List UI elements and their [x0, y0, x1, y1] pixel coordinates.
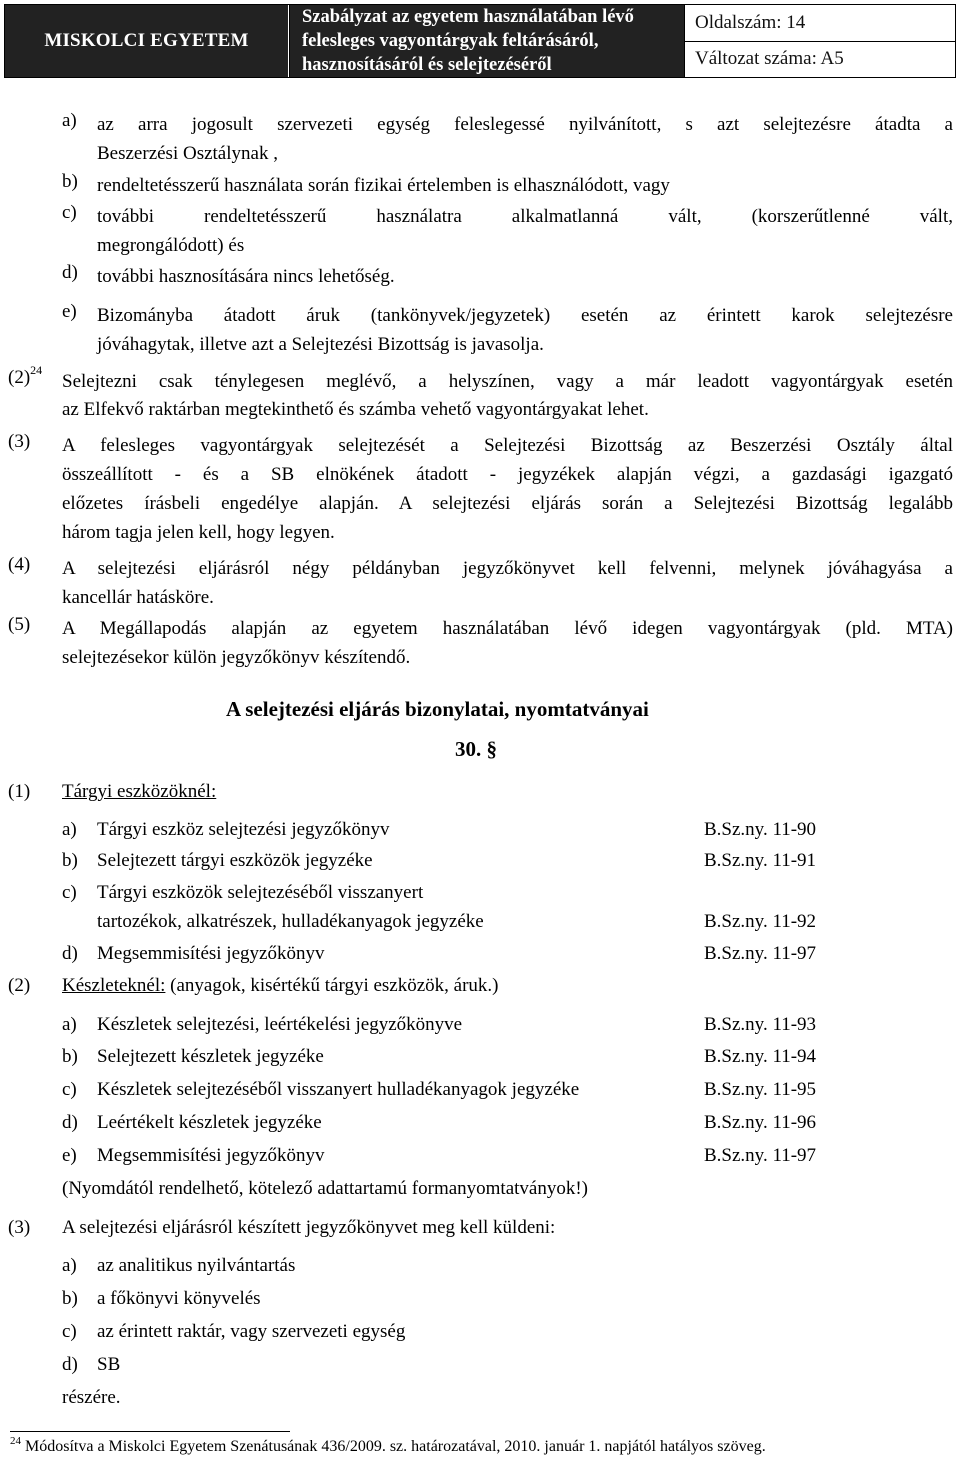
- title-line-1: Szabályzat az egyetem használatában lévő: [302, 7, 634, 27]
- form-code: B.Sz.ny. 11-95: [704, 1079, 817, 1100]
- paragraph-label: (4): [8, 554, 31, 575]
- list-label: c): [62, 202, 77, 223]
- footnote-text: Módosítva a Miskolci Egyetem Szenátusának 436/2009. sz. határozatával, 2010. január 1. napjától hatályos szöveg.: [21, 1438, 766, 1455]
- regulation-title: [290, 5, 685, 78]
- paragraph-text: A felesleges vagyontárgyak selejtezését a Selejtezési Bizottság az Beszerzési Osztály által: [62, 435, 953, 456]
- paragraph-text: kancellár hatásköre.: [62, 587, 214, 608]
- form-code: B.Sz.ny. 11-97: [704, 943, 817, 964]
- paragraph-text: A Megállapodás alapján az egyetem használatában lévő idegen vagyontárgyak (pld. MTA): [62, 618, 953, 639]
- form-title: Megsemmisítési jegyzőkönyv: [97, 943, 325, 964]
- form-code: B.Sz.ny. 11-97: [704, 1145, 817, 1166]
- group-label: (1): [8, 781, 31, 802]
- form-code: B.Sz.ny. 11-92: [704, 911, 817, 932]
- section-heading: A selejtezési eljárás bizonylatai, nyomtatványai: [226, 697, 649, 721]
- paragraph-text: az Elfekvő raktárban megtekinthető és számba vehető vagyontárgyakat lehet.: [62, 399, 649, 420]
- form-label: d): [62, 943, 78, 964]
- form-label: b): [62, 850, 78, 871]
- org-cell: [5, 5, 290, 78]
- document-header: [4, 4, 956, 78]
- list-item-text: további rendeltetésszerű használatra alkalmatlanná vált, (korszerűtlenné vált,: [97, 206, 953, 227]
- list-label: a): [62, 110, 77, 131]
- form-code: B.Sz.ny. 11-91: [704, 850, 817, 871]
- form-title: Tárgyi eszközök selejtezéséből visszanyert: [97, 882, 424, 903]
- list-item-text: Beszerzési Osztálynak ,: [97, 143, 278, 164]
- paragraph-text: A selejtezési eljárásról négy példányban jegyzőkönyvet kell felvenni, melynek jóváhagyása a: [62, 558, 953, 579]
- footnote-number: 24: [10, 1435, 21, 1447]
- list-label: b): [62, 171, 78, 192]
- group-title: Készleteknél:: [62, 975, 166, 996]
- footnote-divider: [10, 1431, 290, 1432]
- form-code: B.Sz.ny. 11-96: [704, 1112, 817, 1133]
- form-label: c): [62, 1079, 77, 1100]
- list-item-text: az arra jogosult szervezeti egység feleslegessé nyilvánított, s azt selejtezésre átadta a: [97, 114, 953, 135]
- form-code: B.Sz.ny. 11-94: [704, 1046, 817, 1067]
- list-item-text: jóváhagytak, illetve azt a Selejtezési Bizottság is javasolja.: [97, 334, 544, 355]
- list-label: c): [62, 1321, 77, 1342]
- section-number: 30. §: [455, 737, 497, 761]
- paragraph-text: előzetes írásbeli engedélye alapján. A selejtezési eljárás során a Selejtezési Bizottság legalább: [62, 493, 953, 514]
- group-label: (2): [8, 975, 31, 996]
- form-title: Készletek selejtezési, leértékelési jegyzőkönyve: [97, 1014, 463, 1035]
- list-item-text: Bizományba átadott áruk (tankönyvek/jegyzetek) esetén az érintett karok selejtezésre: [97, 305, 953, 326]
- title-line-2: felesleges vagyontárgyak feltárásáról,: [302, 31, 599, 51]
- list-label: e): [62, 301, 77, 322]
- form-label: b): [62, 1046, 78, 1067]
- paragraph-text: összeállított - és a SB elnökének átadott - jegyzékek alapján végzi, a gazdasági igazgató: [62, 464, 953, 485]
- form-title: Megsemmisítési jegyzőkönyv: [97, 1145, 325, 1166]
- form-title: Selejtezett tárgyi eszközök jegyzéke: [97, 850, 373, 871]
- footnote: [10, 1435, 766, 1456]
- form-label: a): [62, 819, 77, 840]
- forms-note: (Nyomdától rendelhető, kötelező adattartamú formanyomtatványok!): [62, 1178, 589, 1199]
- form-label: c): [62, 882, 77, 903]
- recipient: az érintett raktár, vagy szervezeti egység: [97, 1321, 406, 1342]
- group-title-line: [62, 971, 499, 1000]
- version-number: Változat száma: A5: [685, 41, 956, 78]
- group-title: Tárgyi eszközöknél:: [62, 781, 217, 802]
- list-label: a): [62, 1255, 77, 1276]
- recipient: SB: [97, 1354, 121, 1375]
- group-title: A selejtezési eljárásról készített jegyzőkönyvet meg kell küldeni:: [62, 1217, 556, 1238]
- form-title: Leértékelt készletek jegyzéke: [97, 1112, 322, 1133]
- paragraph-label: (5): [8, 614, 31, 635]
- list-label: d): [62, 262, 78, 283]
- paragraph-text: három tagja jelen kell, hogy legyen.: [62, 522, 335, 543]
- list-label: d): [62, 1354, 78, 1375]
- footnote-ref: 24: [30, 363, 43, 377]
- paragraph-text: selejtezésekor külön jegyzőkönyv készítendő.: [62, 647, 411, 668]
- title-line-3: hasznosításáról és selejtezéséről: [302, 55, 552, 75]
- form-title: Tárgyi eszköz selejtezési jegyzőkönyv: [97, 819, 390, 840]
- recipient: a főkönyvi könyvelés: [97, 1288, 261, 1309]
- list-item-text: megrongálódott) és: [97, 235, 245, 256]
- form-code: B.Sz.ny. 11-93: [704, 1014, 817, 1035]
- paragraph-label: $(2)^{24}$: [8, 363, 43, 388]
- page-number: Oldalszám: 14: [685, 5, 956, 42]
- group-label: (3): [8, 1217, 31, 1238]
- list-label: b): [62, 1288, 78, 1309]
- recipient: az analitikus nyilvántartás: [97, 1255, 296, 1276]
- list-item-text: rendeltetésszerű használata során fizikai értelemben is elhasználódott, vagy: [97, 175, 670, 196]
- form-label: e): [62, 1145, 77, 1166]
- closing-text: részére.: [62, 1387, 121, 1408]
- paragraph-text: Selejtezni csak ténylegesen meglévő, a helyszínen, vagy a már leadott vagyontárgyak esetén: [62, 371, 953, 392]
- paragraph-label: (3): [8, 431, 31, 452]
- form-label: d): [62, 1112, 78, 1133]
- form-title-cont: tartozékok, alkatrészek, hulladékanyagok jegyzéke: [97, 911, 484, 932]
- list-item-text: további hasznosítására nincs lehetőség.: [97, 266, 395, 287]
- form-title: Készletek selejtezéséből visszanyert hulladékanyagok jegyzéke: [97, 1079, 580, 1100]
- group-title-rest: (anyagok, kisértékű tárgyi eszközök, áruk.): [165, 975, 499, 996]
- form-label: a): [62, 1014, 77, 1035]
- org-name: MISKOLCI EGYETEM: [5, 5, 288, 77]
- form-code: B.Sz.ny. 11-90: [704, 819, 817, 840]
- form-title: Selejtezett készletek jegyzéke: [97, 1046, 324, 1067]
